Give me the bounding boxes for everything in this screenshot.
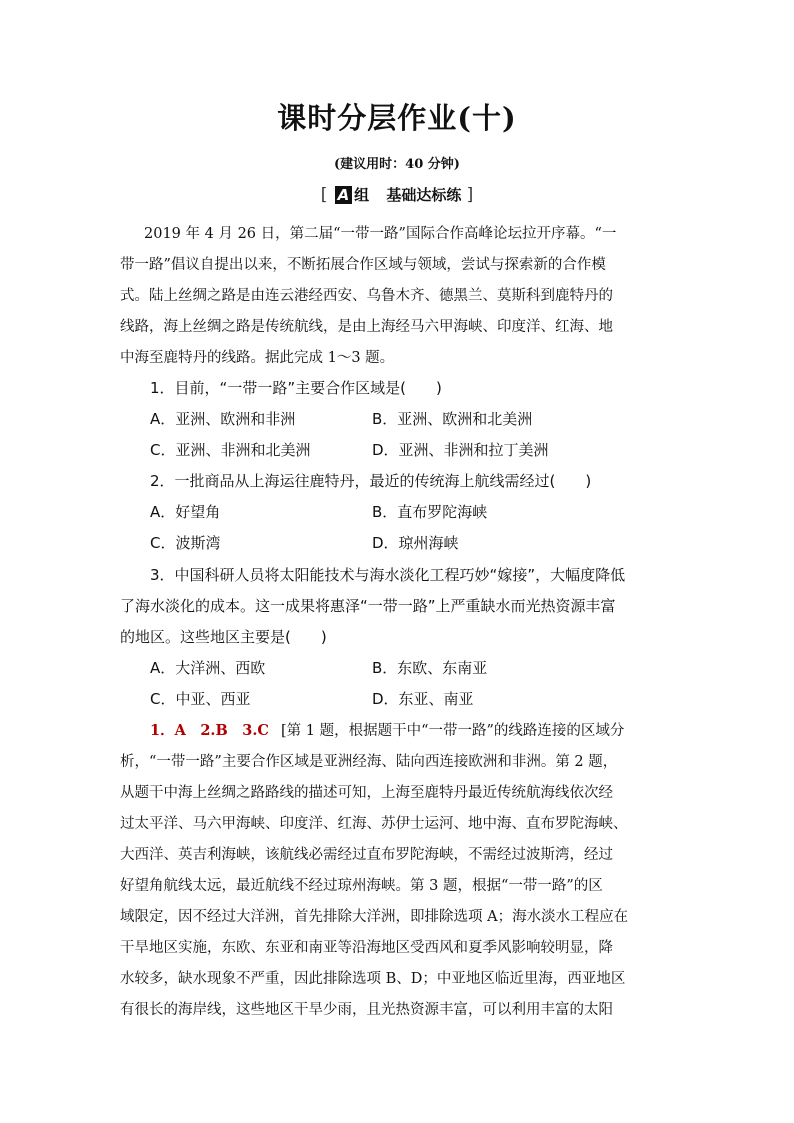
explanation-line: 从题干中海上丝绸之路路线的描述可知，上海至鹿特丹最近传统航海线依次经 bbox=[120, 785, 613, 801]
explanation-line: 大西洋、英吉利海峡，该航线必需经过直布罗陀海峡，不需经过波斯湾，经过 bbox=[120, 847, 613, 863]
explanation-line: 域限定，因不经过大洋洲，首先排除大洋洲，即排除选项 A；海水淡水工程应在 bbox=[120, 909, 629, 925]
explanation-line: 析，“一带一路”主要合作区域是亚洲经海、陆向西连接欧洲和非洲。第 2 题， bbox=[120, 754, 618, 770]
left-bracket: [ bbox=[320, 185, 328, 205]
group-header bbox=[0, 184, 794, 205]
group-name: 组 bbox=[354, 186, 370, 204]
passage-line: 线路，海上丝绸之路是传统航线，是由上海经马六甲海峡、印度洋、红海、地 bbox=[120, 319, 613, 335]
question-1-option-d: D．亚洲、非洲和拉丁美洲 bbox=[372, 441, 549, 459]
question-3-option-d: D．东亚、南亚 bbox=[372, 690, 474, 708]
explanation-line: 水较多，缺水现象不严重，因此排除选项 B、D；中亚地区临近里海，西亚地区 bbox=[120, 971, 626, 987]
page-title: 课时分层作业(十) bbox=[277, 101, 517, 135]
question-1-option-a: A．亚洲、欧洲和非洲 bbox=[150, 410, 296, 428]
question-3-option-a: A．大洋洲、西欧 bbox=[150, 659, 266, 677]
passage-line: 中海至鹿特丹的线路。据此完成 1～3 题。 bbox=[120, 350, 395, 366]
question-3-stem-line: 了海水淡化的成本。这一成果将惠泽“一带一路”上严重缺水而光热资源丰富 bbox=[120, 597, 616, 615]
passage-line: 带一路”倡议自提出以来，不断拓展合作区域与领域，尝试与探索新的合作模 bbox=[120, 257, 606, 273]
question-3-option-b: B．东欧、东南亚 bbox=[372, 659, 488, 677]
explanation-line: 干旱地区实施，东欧、东亚和南亚等沿海地区受西风和夏季风影响较明显，降 bbox=[120, 940, 613, 956]
explanation-line: 过太平洋、马六甲海峡、印度洋、红海、苏伊士运河、地中海、直布罗陀海峡、 bbox=[120, 816, 628, 832]
question-3-option-c: C．中亚、西亚 bbox=[150, 690, 251, 708]
question-2-option-a: A．好望角 bbox=[150, 503, 221, 521]
question-3-stem-line: 的地区。这些地区主要是( ) bbox=[120, 628, 327, 646]
question-2-option-c: C．波斯湾 bbox=[150, 534, 221, 552]
explanation-line: 好望角航线太远，最近航线不经过琼州海峡。第 3 题，根据“一带一路”的区 bbox=[120, 878, 603, 894]
question-2-stem: 2．一批商品从上海运往鹿特丹，最近的传统海上航线需经过( ) bbox=[150, 472, 592, 490]
question-3-stem-line: 3．中国科研人员将太阳能技术与海水淡化工程巧妙“嫁接”，大幅度降低 bbox=[150, 566, 626, 584]
passage-line: 2019 年 4 月 26 日，第二届“一带一路”国际合作高峰论坛拉开序幕。“一 bbox=[144, 226, 617, 242]
question-1-option-c: C．亚洲、非洲和北美洲 bbox=[150, 441, 311, 459]
question-2-option-b: B．直布罗陀海峡 bbox=[372, 503, 488, 521]
explanation-line: 有很长的海岸线，这些地区干旱少雨，且光热资源丰富，可以利用丰富的太阳 bbox=[120, 1002, 613, 1018]
suggested-time: (建议用时：40 分钟) bbox=[334, 157, 460, 172]
question-1-stem: 1．目前，“一带一路”主要合作区域是( ) bbox=[150, 379, 442, 397]
passage-line: 式。陆上丝绸之路是由连云港经西安、乌鲁木齐、德黑兰、莫斯科到鹿特丹的 bbox=[120, 288, 613, 304]
answer-key: 1．A 2.B 3.C bbox=[150, 722, 269, 739]
group-badge: A bbox=[335, 186, 353, 204]
right-bracket: ] bbox=[466, 185, 474, 205]
explanation-line: [第 1 题，根据题干中“一带一路”的线路连接的区域分 bbox=[281, 723, 625, 739]
group-label: 基础达标练 bbox=[386, 186, 462, 204]
question-1-option-b: B．亚洲、欧洲和北美洲 bbox=[372, 410, 533, 428]
question-2-option-d: D．琼州海峡 bbox=[372, 534, 459, 552]
